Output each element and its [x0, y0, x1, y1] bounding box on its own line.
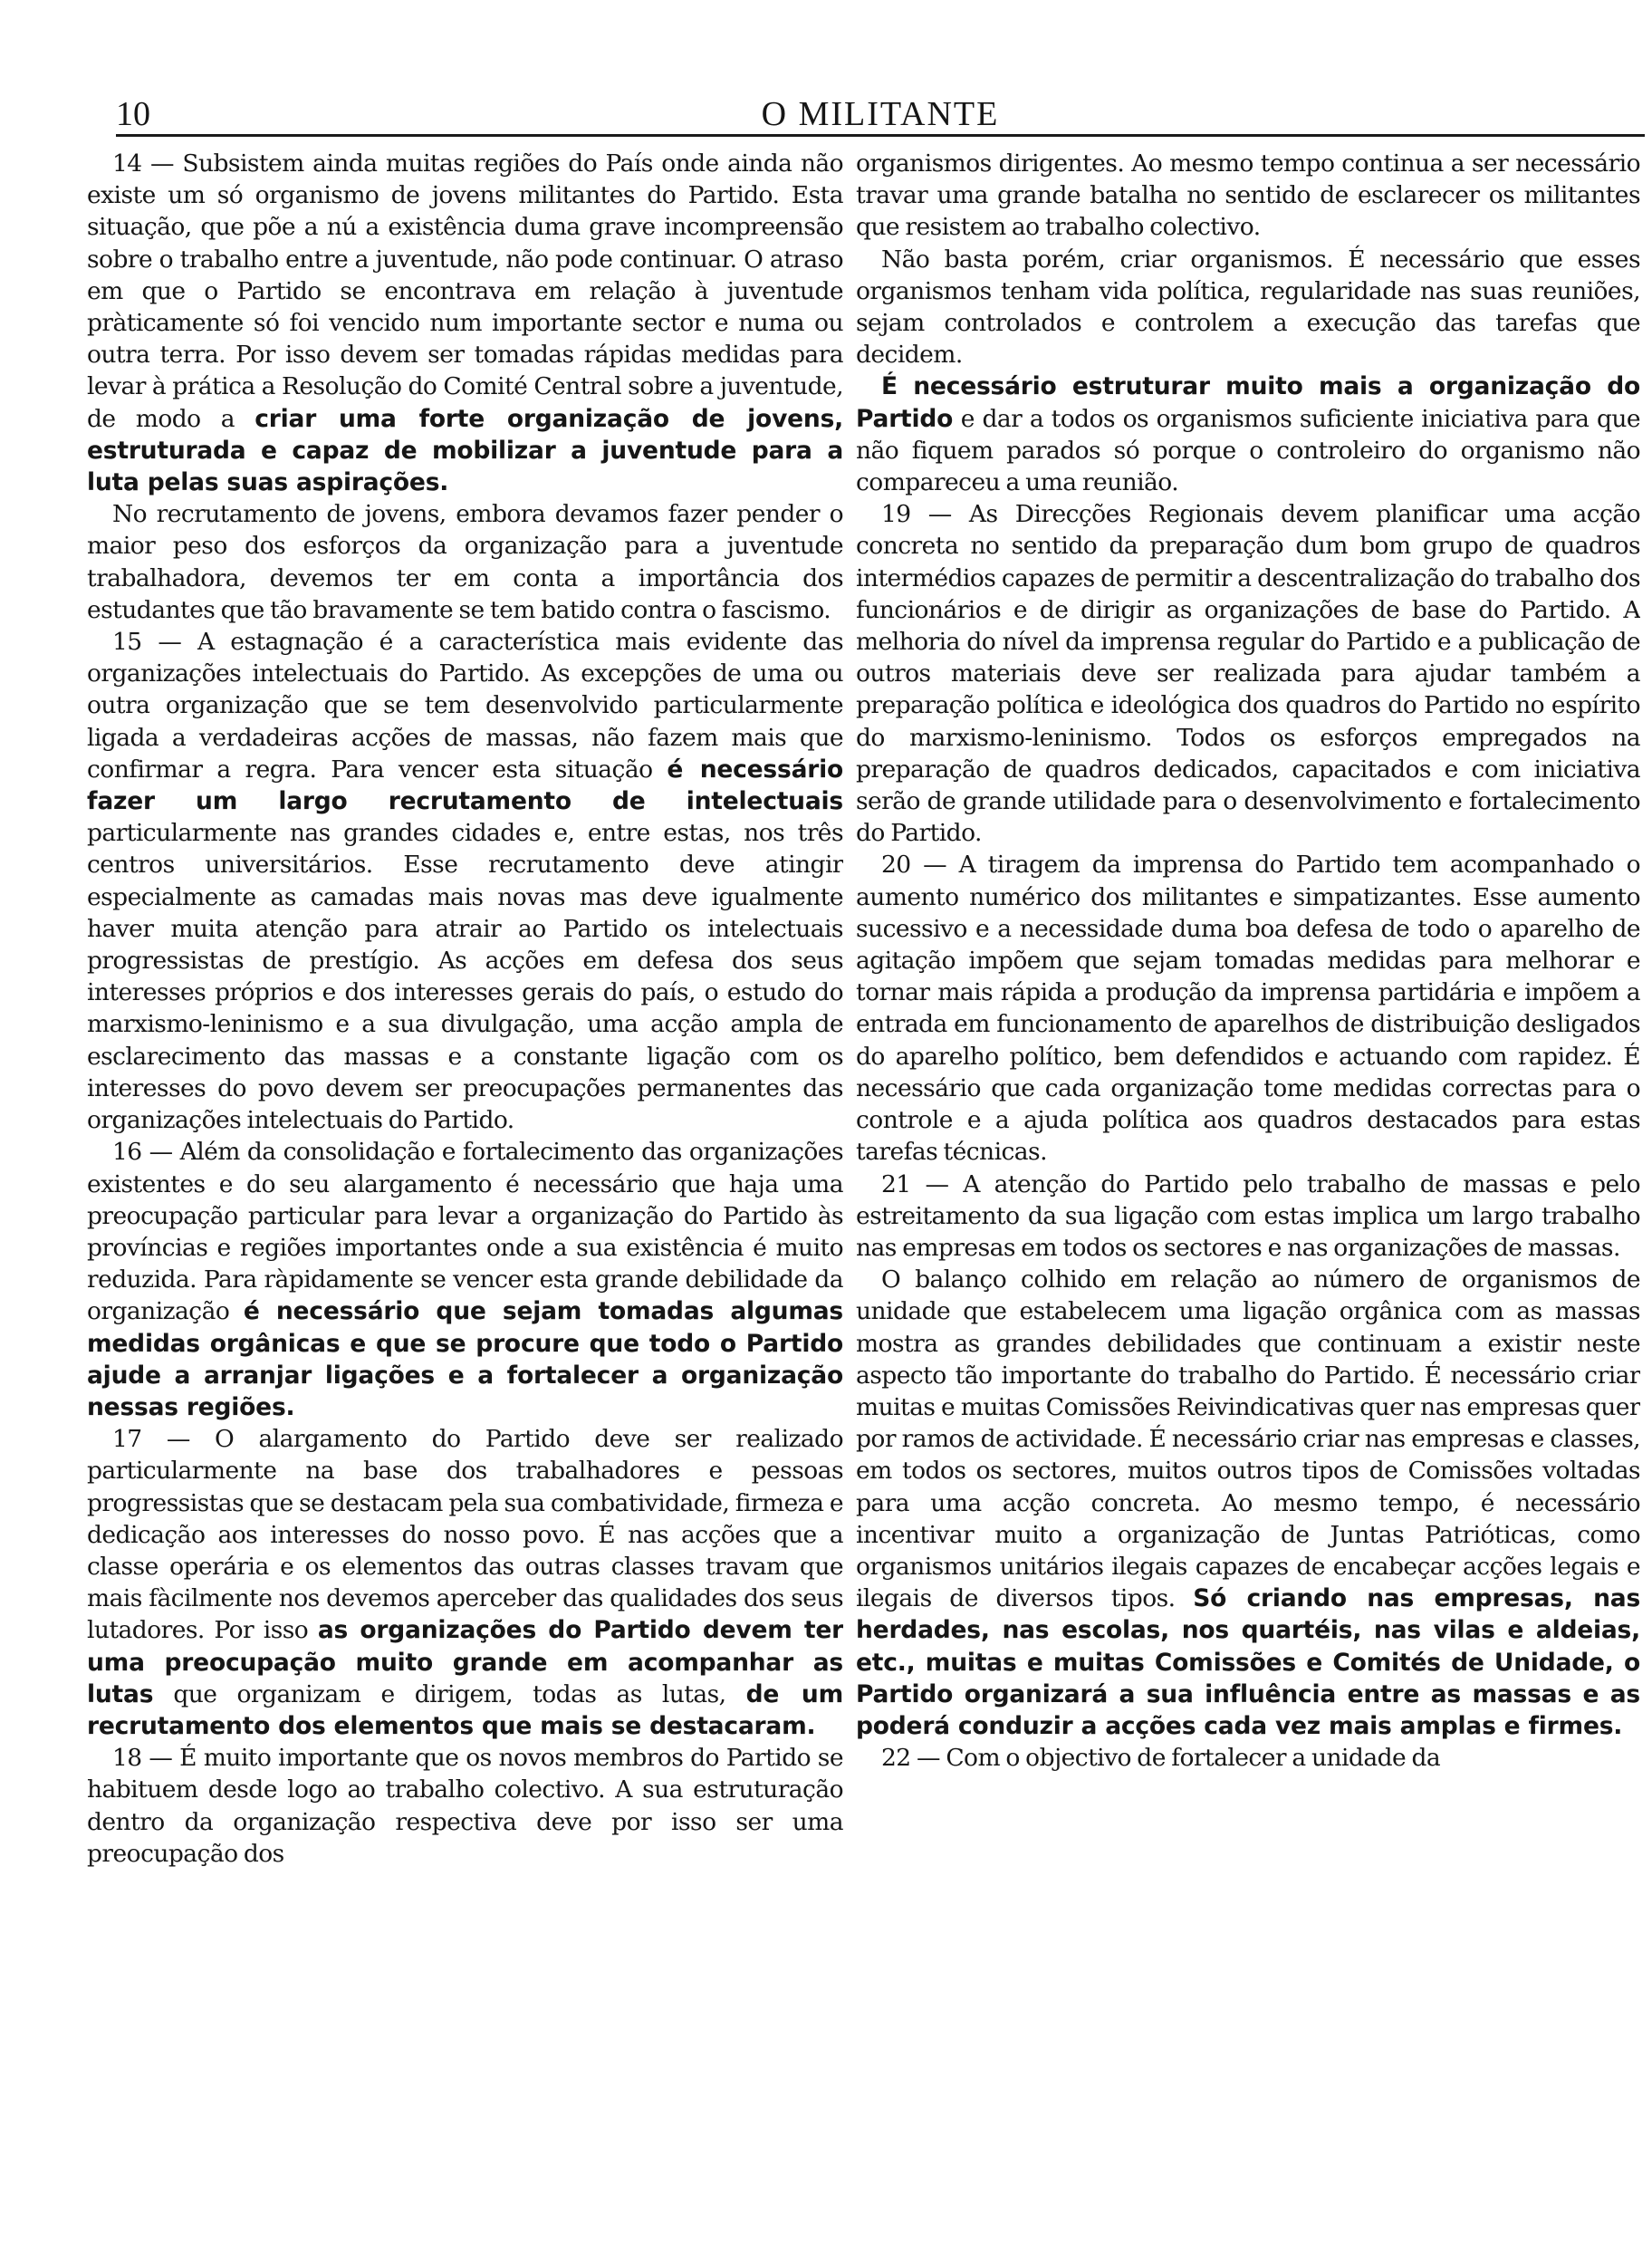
paragraph-18-emphasis: É necessário estruturar muito mais a organização do Partido — [856, 372, 1640, 433]
paragraph-18-organisms: Não basta porém, criar organismos. É necessário que esses organismos tenham vida política, regularidade nas suas reuniões, sejam controlados e controlem a execução das tarefas que decidem. — [856, 245, 1640, 370]
paragraph-14 — [87, 148, 843, 498]
journal-title: O MILITANTE — [761, 95, 1000, 133]
paragraph-14-text: 14 — Subsistem ainda muitas regiões do País onde ainda não existe um só organismo de jovens militantes do Partido. Esta situação, que põe a nú a existência duma grave incompreensão sobre o trabalho entre a juventude, não pode continuar. O atraso em que o Partido se encontrava em relação à juventude pràticamente só foi vencido num importante sector e numa ou outra terra. Por isso devem ser tomadas rápidas medidas para levar à prática a Resolução do Comité Central sobre a juventude, de modo a — [87, 149, 843, 433]
paragraph-16-emphasis: é necessário que sejam tomadas algumas medidas orgânicas e que se procure que todo o Partido ajude a arranjar ligações e a fortalecer a organização nessas regiões. — [87, 1297, 843, 1421]
paragraph-15 — [87, 626, 843, 1136]
left-column — [87, 148, 843, 2186]
paragraph-18-structure — [856, 370, 1640, 498]
paragraph-17-emphasis-1: as organizações do Partido devem ter uma preocupação muito grande em acompanhar as lutas — [87, 1616, 843, 1708]
paragraph-21-text: O balanço colhido em relação ao número de organismos de unidade que estabelecem uma ligação orgânica com as massas mostra as grandes debilidades que continuam a existir neste aspecto tão importante do trabalho do Partido. É necessário criar muitas e muitas Comissões Reivindicativas quer nas empresas quer por ramos de actividade. É necessário criar nas empresas e classes, em todos os sectores, muitos outros tipos de Comissões voltadas para uma acção concreta. Ao mesmo tempo, é necessário incentivar muito a organização de Juntas Patrióticas, como organismos unitários ilegais capazes de encabeçar acções legais e ilegais de diversos tipos. — [856, 1265, 1640, 1613]
paragraph-21: 21 — A atenção do Partido pelo trabalho de massas e pelo estreitamento da sua ligação com estas implica um largo trabalho nas empresas em todos os sectores e nas organizações de massas. — [856, 1169, 1640, 1262]
paragraph-14-emphasis: criar uma forte organização de jovens, estruturada e capaz de mobilizar a juventude para a luta pelas suas aspirações. — [87, 404, 843, 497]
page-header — [116, 94, 1645, 137]
paragraph-17-text-1: 17 — O alargamento do Partido deve ser realizado particularmente na base dos trabalhadores e pessoas progressistas que se destacam pela sua combatividade, firmeza e dedicação aos interesses do nosso povo. É nas acções que a classe operária e os elementos das outras classes travam que mais fàcilmente nos devemos aperceber das qualidades dos seus lutadores. Por isso — [87, 1425, 843, 1645]
paragraph-17-text-2: que organizam e dirigem, todas as lutas, — [173, 1679, 726, 1708]
paragraph-21-emphasis: Só criando nas empresas, nas herdades, nas escolas, nos quartéis, nas vilas e aldeias, etc., muitas e muitas Comissões e Comités de Unidade, o Partido organizará a sua influência entre as massas e as poderá conduzir a acções cada vez mais amplas e firmes. — [856, 1584, 1640, 1740]
paragraph-14-youth-recruitment: No recrutamento de jovens, embora devamos fazer pender o maior peso dos esforços da organização para a juventude trabalhadora, devemos ter em conta a importância dos estudantes que tão bravamente se tem batido contra o fascismo. — [87, 500, 843, 624]
paragraph-15-text-2: particularmente nas grandes cidades e, entre estas, nos três centros universitários. Esse recrutamento deve atingir especialmente as camadas mais novas mas deve igualmente haver muita atenção para atrair ao Partido os intelectuais progressistas de prestígio. As acções em defesa dos seus interesses próprios e dos interesses gerais do país, o estudo do marxismo-leninismo e a sua divulgação, uma acção ampla de esclarecimento das massas e a constante ligação com os interesses do povo devem ser preocupações permanentes das organizações intelectuais do Partido. — [87, 819, 843, 1135]
paragraph-18: 18 — É muito importante que os novos membros do Partido se habituem desde logo ao trabalho colectivo. A sua estruturação dentro da organização respectiva deve por isso ser uma preocupação dos — [87, 1744, 843, 1868]
paragraph-16-text: 16 — Além da consolidação e fortalecimento das organizações existentes e do seu alargamento é necessário que haja uma preocupação particular para levar a organização do Partido às províncias e regiões importantes onde a sua existência é muito reduzida. Para ràpidamente se vencer esta grande debilidade da organização — [87, 1138, 843, 1326]
paragraph-19: 19 — As Direcções Regionais devem planificar uma acção concreta no sentido da preparação dum bom grupo de quadros intermédios capazes de permitir a descentralização do trabalho dos funcionários e de dirigir as organizações de base do Partido. A melhoria do nível da imprensa regular do Partido e a publicação de outros materiais deve ser realizada para ajudar também a preparação política e ideológica dos quadros do Partido no espírito do marxismo-leninismo. Todos os esforços empregados na preparação de quadros dedicados, capacitados e com iniciativa serão de grande utilidade para o desenvolvimento e fortalecimento do Partido. — [856, 500, 1640, 848]
paragraph-20: 20 — A tiragem da imprensa do Partido tem acompanhado o aumento numérico dos militantes e simpatizantes. Esse aumento sucessivo e a necessidade duma boa defesa de todo o aparelho de agitação impõem que sejam tomadas medidas para melhorar e tornar mais rápida a produção da imprensa partidária e impõem a entrada em funcionamento de aparelhos de distribuição desligados do aparelho político, bem defendidos e actuando com rapidez. É necessário que cada organização tome medidas correctas para o controle e a ajuda política aos quadros destacados para estas tarefas técnicas. — [856, 851, 1640, 1167]
paragraph-16 — [87, 1136, 843, 1423]
paragraph-22: 22 — Com o objectivo de fortalecer a unidade da — [881, 1744, 1441, 1773]
paragraph-17 — [87, 1423, 843, 1742]
right-column — [856, 148, 1640, 2186]
paragraph-15-emphasis: é necessário fazer um largo recrutamento de intelectuais — [87, 755, 843, 816]
page-number: 10 — [116, 95, 150, 133]
paragraph-15-text-1: 15 — A estagnação é a característica mais evidente das organizações intelectuais do Partido. As excepções de uma ou outra organização que se tem desenvolvido particularmente ligada a verdadeiras acções de massas, não fazem mais que confirmar a regra. Para vencer esta situação — [87, 628, 843, 784]
paragraph-21-balance — [856, 1264, 1640, 1742]
paragraph-18-structure-text: e dar a todos os organismos suficiente iniciativa para que não fiquem parados só porque o controleiro do organismo não compareceu a uma reunião. — [856, 404, 1640, 497]
paragraph-17-emphasis-2: de um recrutamento dos elementos que mais se destacaram. — [87, 1679, 843, 1740]
paragraph-18-continued: organismos dirigentes. Ao mesmo tempo continua a ser necessário travar uma grande batalha no sentido de esclarecer os militantes que resistem ao trabalho colectivo. — [856, 149, 1640, 242]
